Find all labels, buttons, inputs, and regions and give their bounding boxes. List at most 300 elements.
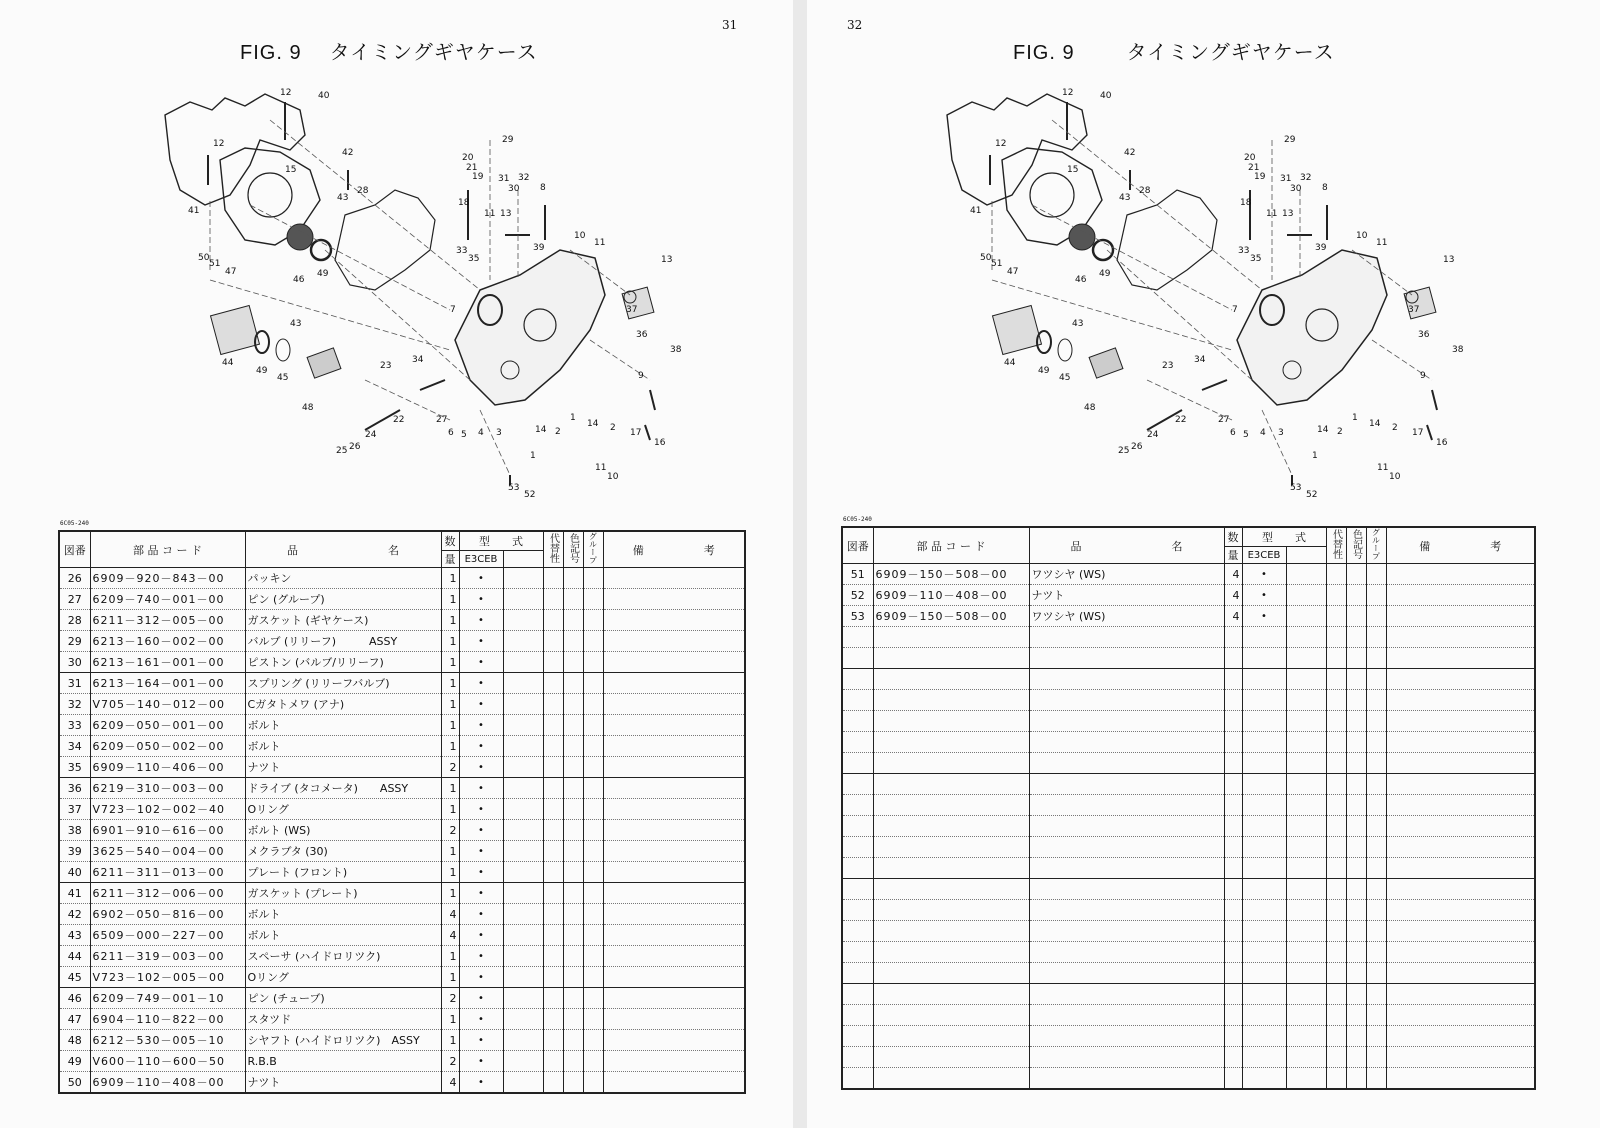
callout-number: 14 — [1369, 419, 1381, 429]
cell-remarks — [1386, 921, 1535, 942]
cell-group — [1366, 900, 1386, 921]
cell-group — [583, 1009, 603, 1030]
cell-name — [1029, 942, 1224, 963]
header-name-b: 名 — [1171, 539, 1183, 553]
cell-name: スタツド — [245, 1009, 441, 1030]
cell-qty — [1224, 816, 1242, 837]
cell-blank — [1286, 795, 1326, 816]
cell-name: Cガタトメワ (アナ) — [245, 694, 441, 715]
cell-code — [873, 648, 1029, 669]
cell-remarks — [603, 946, 745, 967]
bolt — [650, 390, 655, 410]
cell-qty: 1 — [441, 967, 459, 988]
callout-number: 3 — [1278, 428, 1284, 438]
empty-table-row — [842, 1068, 1535, 1090]
cell-qty — [1224, 753, 1242, 774]
cell-qty — [1224, 711, 1242, 732]
cell-no: 48 — [59, 1030, 90, 1051]
cell-qty — [1224, 1026, 1242, 1047]
callout-number: 24 — [365, 430, 377, 440]
cell-remarks — [1386, 1047, 1535, 1068]
cell-code: 6902－050－816－00 — [90, 904, 245, 925]
callout-number: 10 — [1389, 472, 1401, 482]
cell-mark — [1242, 837, 1286, 858]
callout-number: 5 — [461, 430, 467, 440]
cell-no — [842, 774, 873, 795]
cell-mark — [1242, 963, 1286, 984]
callout-number: 11 — [1266, 209, 1278, 219]
cell-mark — [1242, 1005, 1286, 1026]
callout-number: 50 — [980, 253, 992, 263]
callout-number: 27 — [1218, 415, 1230, 425]
header-group-text: グループ — [588, 532, 598, 564]
header-remarks-a: 備 — [632, 543, 644, 557]
empty-table-row — [842, 1026, 1535, 1047]
cell-blank — [503, 862, 543, 883]
cell-blank — [503, 778, 543, 799]
callout-number: 42 — [342, 148, 354, 158]
cell-color — [563, 799, 583, 820]
callout-number: 18 — [458, 198, 470, 208]
cell-blank — [1286, 816, 1326, 837]
callout-number: 22 — [393, 415, 405, 425]
cell-group — [1366, 858, 1386, 879]
cell-qty: 4 — [441, 1072, 459, 1094]
header-model-sub: E3CEB — [1242, 547, 1286, 564]
cell-blank — [1286, 900, 1326, 921]
cell-qty — [1224, 879, 1242, 900]
cell-name: パッキン — [245, 568, 441, 589]
cell-group — [1366, 669, 1386, 690]
callout-number: 14 — [535, 425, 547, 435]
table-row — [59, 841, 745, 862]
cell-code: 6211－311－013－00 — [90, 862, 245, 883]
cell-code — [873, 795, 1029, 816]
cell-color — [1346, 858, 1366, 879]
cell-remarks — [1386, 900, 1535, 921]
cell-blank — [503, 841, 543, 862]
cell-group — [583, 883, 603, 904]
cell-alt — [1326, 669, 1346, 690]
cell-alt — [543, 610, 563, 631]
cell-remarks — [603, 925, 745, 946]
callout-number: 19 — [472, 172, 484, 182]
cell-name: ナツト — [245, 1072, 441, 1094]
cell-remarks — [1386, 774, 1535, 795]
callout-number: 39 — [533, 243, 545, 253]
cell-mark — [1242, 711, 1286, 732]
cell-alt — [543, 883, 563, 904]
cell-blank — [503, 694, 543, 715]
callout-number: 37 — [1408, 305, 1420, 315]
callout-number: 20 — [1244, 153, 1256, 163]
cell-alt — [543, 652, 563, 673]
table-row — [59, 715, 745, 736]
cell-code: 6209－749－001－10 — [90, 988, 245, 1009]
callout-number: 16 — [654, 438, 666, 448]
cell-code: 6209－050－001－00 — [90, 715, 245, 736]
empty-table-row — [842, 627, 1535, 648]
callout-number: 33 — [1238, 246, 1250, 256]
cell-group — [583, 589, 603, 610]
cell-name — [1029, 858, 1224, 879]
cell-no: 49 — [59, 1051, 90, 1072]
cell-no: 33 — [59, 715, 90, 736]
cell-color — [1346, 984, 1366, 1005]
cell-group — [583, 1051, 603, 1072]
cell-no — [842, 795, 873, 816]
figure-title-jp: タイミングギヤケース — [329, 40, 538, 64]
assembly-line — [1147, 380, 1232, 420]
cell-no: 41 — [59, 883, 90, 904]
cell-remarks — [603, 883, 745, 904]
header-qty-a: 数 — [1224, 527, 1242, 547]
cell-color — [563, 652, 583, 673]
cell-mark: • — [459, 1009, 503, 1030]
cell-qty — [1224, 1047, 1242, 1068]
cell-blank — [503, 988, 543, 1009]
cell-color — [1346, 795, 1366, 816]
cell-no: 37 — [59, 799, 90, 820]
cell-mark — [1242, 984, 1286, 1005]
cell-name: ナツト — [1029, 585, 1224, 606]
cell-alt — [543, 841, 563, 862]
o-ring — [276, 339, 290, 361]
callout-number: 17 — [630, 428, 642, 438]
callout-number: 41 — [970, 206, 982, 216]
cell-name: ナツト — [245, 757, 441, 778]
cell-alt — [1326, 816, 1346, 837]
cell-remarks — [603, 694, 745, 715]
header-group — [1366, 527, 1386, 564]
cell-code — [873, 627, 1029, 648]
cell-alt — [543, 568, 563, 589]
callout-number: 2 — [610, 423, 616, 433]
table-row — [59, 820, 745, 841]
cell-alt — [543, 967, 563, 988]
cell-no — [842, 1068, 873, 1090]
callout-number: 1 — [530, 451, 536, 461]
cell-remarks — [1386, 1026, 1535, 1047]
cell-color — [1346, 1026, 1366, 1047]
cell-blank — [503, 589, 543, 610]
gasket-outline — [1117, 190, 1217, 290]
table-row — [59, 1009, 745, 1030]
cell-name: スプリング (リリーフバルブ) — [245, 673, 441, 694]
callout-number: 44 — [1004, 358, 1016, 368]
cell-mark — [1242, 879, 1286, 900]
cell-name: ガスケット (ギヤケース) — [245, 610, 441, 631]
cell-group — [1366, 585, 1386, 606]
header-group-text: グループ — [1371, 528, 1381, 560]
hydraulic-shaft — [1089, 348, 1123, 378]
hydraulic-shaft — [307, 348, 341, 378]
cell-blank — [503, 1030, 543, 1051]
cell-color — [563, 820, 583, 841]
cell-remarks — [1386, 753, 1535, 774]
cell-blank — [503, 967, 543, 988]
cell-name: ボルト (WS) — [245, 820, 441, 841]
table-row — [59, 1051, 745, 1072]
cell-no: 30 — [59, 652, 90, 673]
cell-code: 6211－312－005－00 — [90, 610, 245, 631]
cell-name — [1029, 879, 1224, 900]
cell-code — [873, 690, 1029, 711]
callout-number: 41 — [188, 206, 200, 216]
cell-mark: • — [459, 1051, 503, 1072]
cell-mark — [1242, 900, 1286, 921]
cell-no: 29 — [59, 631, 90, 652]
cell-no — [842, 879, 873, 900]
cell-code: V600－110－600－50 — [90, 1051, 245, 1072]
cell-remarks — [603, 862, 745, 883]
cell-qty: 4 — [441, 925, 459, 946]
empty-table-row — [842, 690, 1535, 711]
cell-mark — [1242, 669, 1286, 690]
cell-blank — [503, 610, 543, 631]
cell-name: R.B.B — [245, 1051, 441, 1072]
callout-number: 21 — [466, 163, 478, 173]
callout-number: 16 — [1436, 438, 1448, 448]
cell-group — [1366, 963, 1386, 984]
cell-no: 36 — [59, 778, 90, 799]
callout-number: 35 — [1250, 254, 1262, 264]
callout-number: 4 — [1260, 428, 1266, 438]
hydraulic-spacer — [993, 306, 1042, 355]
cell-qty: 1 — [441, 883, 459, 904]
exploded-parts-diagram — [932, 80, 1492, 510]
cell-group — [583, 1072, 603, 1094]
left-page — [0, 0, 793, 1128]
cell-alt — [543, 694, 563, 715]
cell-blank — [503, 652, 543, 673]
callout-number: 34 — [412, 355, 424, 365]
cell-remarks — [603, 757, 745, 778]
header-qty-b: 量 — [441, 551, 459, 568]
callout-number: 38 — [1452, 345, 1464, 355]
empty-table-row — [842, 774, 1535, 795]
callout-number: 12 — [280, 88, 292, 98]
callout-number: 33 — [456, 246, 468, 256]
cell-color — [563, 967, 583, 988]
cell-qty: 1 — [441, 778, 459, 799]
table-row — [59, 610, 745, 631]
cell-mark: • — [459, 631, 503, 652]
callout-number: 13 — [1282, 209, 1294, 219]
cell-code — [873, 732, 1029, 753]
cell-no — [842, 627, 873, 648]
empty-table-row — [842, 879, 1535, 900]
cell-code: 6213－161－001－00 — [90, 652, 245, 673]
callout-number: 11 — [484, 209, 496, 219]
header-color — [563, 531, 583, 568]
cell-no — [842, 858, 873, 879]
callout-number: 53 — [1290, 483, 1302, 493]
cell-code — [873, 774, 1029, 795]
cell-group — [1366, 564, 1386, 585]
header-model — [459, 531, 543, 551]
cell-code — [873, 900, 1029, 921]
cell-code: 6211－312－006－00 — [90, 883, 245, 904]
cell-no: 46 — [59, 988, 90, 1009]
cell-qty — [1224, 921, 1242, 942]
table-row — [59, 1072, 745, 1094]
cell-remarks — [1386, 690, 1535, 711]
cell-blank — [503, 925, 543, 946]
callout-number: 2 — [1392, 423, 1398, 433]
callout-number: 1 — [1352, 413, 1358, 423]
header-alt-text: 代替性 — [1330, 529, 1342, 559]
cell-name — [1029, 711, 1224, 732]
cell-code — [873, 942, 1029, 963]
cell-qty: 4 — [1224, 585, 1242, 606]
header-remarks — [603, 531, 745, 568]
header-remarks-a: 備 — [1419, 539, 1431, 553]
cell-remarks — [603, 631, 745, 652]
cell-no: 44 — [59, 946, 90, 967]
gasket-outline — [335, 190, 435, 290]
cell-color — [563, 841, 583, 862]
callout-number: 43 — [1119, 193, 1131, 203]
table-row — [59, 904, 745, 925]
callout-number: 14 — [587, 419, 599, 429]
cell-qty — [1224, 795, 1242, 816]
callout-number: 44 — [222, 358, 234, 368]
header-color — [1346, 527, 1366, 564]
cell-name — [1029, 795, 1224, 816]
callout-number: 31 — [1280, 174, 1292, 184]
cell-no: 47 — [59, 1009, 90, 1030]
cell-remarks — [603, 715, 745, 736]
cell-alt — [1326, 1026, 1346, 1047]
bolt — [1202, 380, 1227, 390]
cell-code — [873, 921, 1029, 942]
cell-name: シヤフト (ハイドロリツク) ASSY — [245, 1030, 441, 1051]
callout-number: 46 — [293, 275, 305, 285]
cell-mark — [1242, 1047, 1286, 1068]
cell-group — [1366, 984, 1386, 1005]
callout-number: 43 — [337, 193, 349, 203]
callout-number: 6 — [1230, 428, 1236, 438]
cell-no — [842, 690, 873, 711]
cell-blank — [503, 904, 543, 925]
cell-alt — [543, 1051, 563, 1072]
cell-remarks — [603, 904, 745, 925]
cell-group — [583, 1030, 603, 1051]
cell-remarks — [603, 799, 745, 820]
table-row — [59, 652, 745, 673]
cell-group — [1366, 627, 1386, 648]
cell-mark — [1242, 774, 1286, 795]
callout-number: 26 — [349, 442, 361, 452]
cell-alt — [1326, 837, 1346, 858]
cell-qty — [1224, 648, 1242, 669]
callout-number: 3 — [496, 428, 502, 438]
cell-no: 51 — [842, 564, 873, 585]
cell-mark: • — [459, 778, 503, 799]
table-row — [59, 694, 745, 715]
cell-blank — [1286, 690, 1326, 711]
cell-blank — [503, 1009, 543, 1030]
cell-remarks — [603, 841, 745, 862]
cell-group — [583, 841, 603, 862]
callout-number: 49 — [317, 269, 329, 279]
header-alt — [1326, 527, 1346, 564]
cell-qty: 2 — [441, 988, 459, 1009]
cell-no — [842, 963, 873, 984]
cell-code: 6213－160－002－00 — [90, 631, 245, 652]
callout-number: 26 — [1131, 442, 1143, 452]
cell-color — [563, 568, 583, 589]
cell-mark — [1242, 1026, 1286, 1047]
cell-name: Oリング — [245, 799, 441, 820]
assembly-line — [1107, 250, 1252, 380]
cell-color — [1346, 879, 1366, 900]
cell-alt — [543, 820, 563, 841]
timing-gear-case — [455, 250, 605, 405]
cell-qty — [1224, 1005, 1242, 1026]
cell-no: 27 — [59, 589, 90, 610]
cell-group — [1366, 732, 1386, 753]
cell-code: 6909－110－406－00 — [90, 757, 245, 778]
cell-code — [873, 879, 1029, 900]
cell-no: 50 — [59, 1072, 90, 1094]
cell-qty: 1 — [441, 841, 459, 862]
callout-number: 7 — [1232, 305, 1238, 315]
cell-mark: • — [459, 568, 503, 589]
page-number: 31 — [722, 18, 738, 32]
callout-number: 32 — [518, 173, 530, 183]
cell-group — [583, 904, 603, 925]
o-ring — [1058, 339, 1072, 361]
cell-no: 28 — [59, 610, 90, 631]
cell-qty — [1224, 900, 1242, 921]
cell-mark: • — [1242, 585, 1286, 606]
cell-name: ボルト — [245, 715, 441, 736]
cell-blank — [1286, 1068, 1326, 1090]
cell-alt — [1326, 1005, 1346, 1026]
cell-no — [842, 753, 873, 774]
cell-no — [842, 711, 873, 732]
cell-group — [1366, 648, 1386, 669]
callout-number: 2 — [1337, 427, 1343, 437]
cell-mark — [1242, 627, 1286, 648]
cell-mark — [1242, 921, 1286, 942]
cell-color — [1346, 564, 1366, 585]
document-code: 6C05-240 — [843, 516, 872, 523]
cell-color — [1346, 816, 1366, 837]
cell-code: V723－102－005－00 — [90, 967, 245, 988]
cell-color — [563, 904, 583, 925]
cell-group — [1366, 879, 1386, 900]
figure-label: FIG. 9 — [1013, 42, 1075, 64]
cell-blank — [1286, 627, 1326, 648]
cell-alt — [543, 778, 563, 799]
cell-remarks — [603, 673, 745, 694]
cell-color — [563, 673, 583, 694]
callout-number: 47 — [1007, 267, 1019, 277]
cell-no — [842, 942, 873, 963]
cell-alt — [1326, 963, 1346, 984]
cell-blank — [503, 799, 543, 820]
callout-number: 34 — [1194, 355, 1206, 365]
cell-code: 6209－050－002－00 — [90, 736, 245, 757]
cell-name — [1029, 921, 1224, 942]
cell-alt — [543, 1030, 563, 1051]
callout-number: 13 — [1443, 255, 1455, 265]
cell-code — [873, 837, 1029, 858]
callout-number: 47 — [225, 267, 237, 277]
